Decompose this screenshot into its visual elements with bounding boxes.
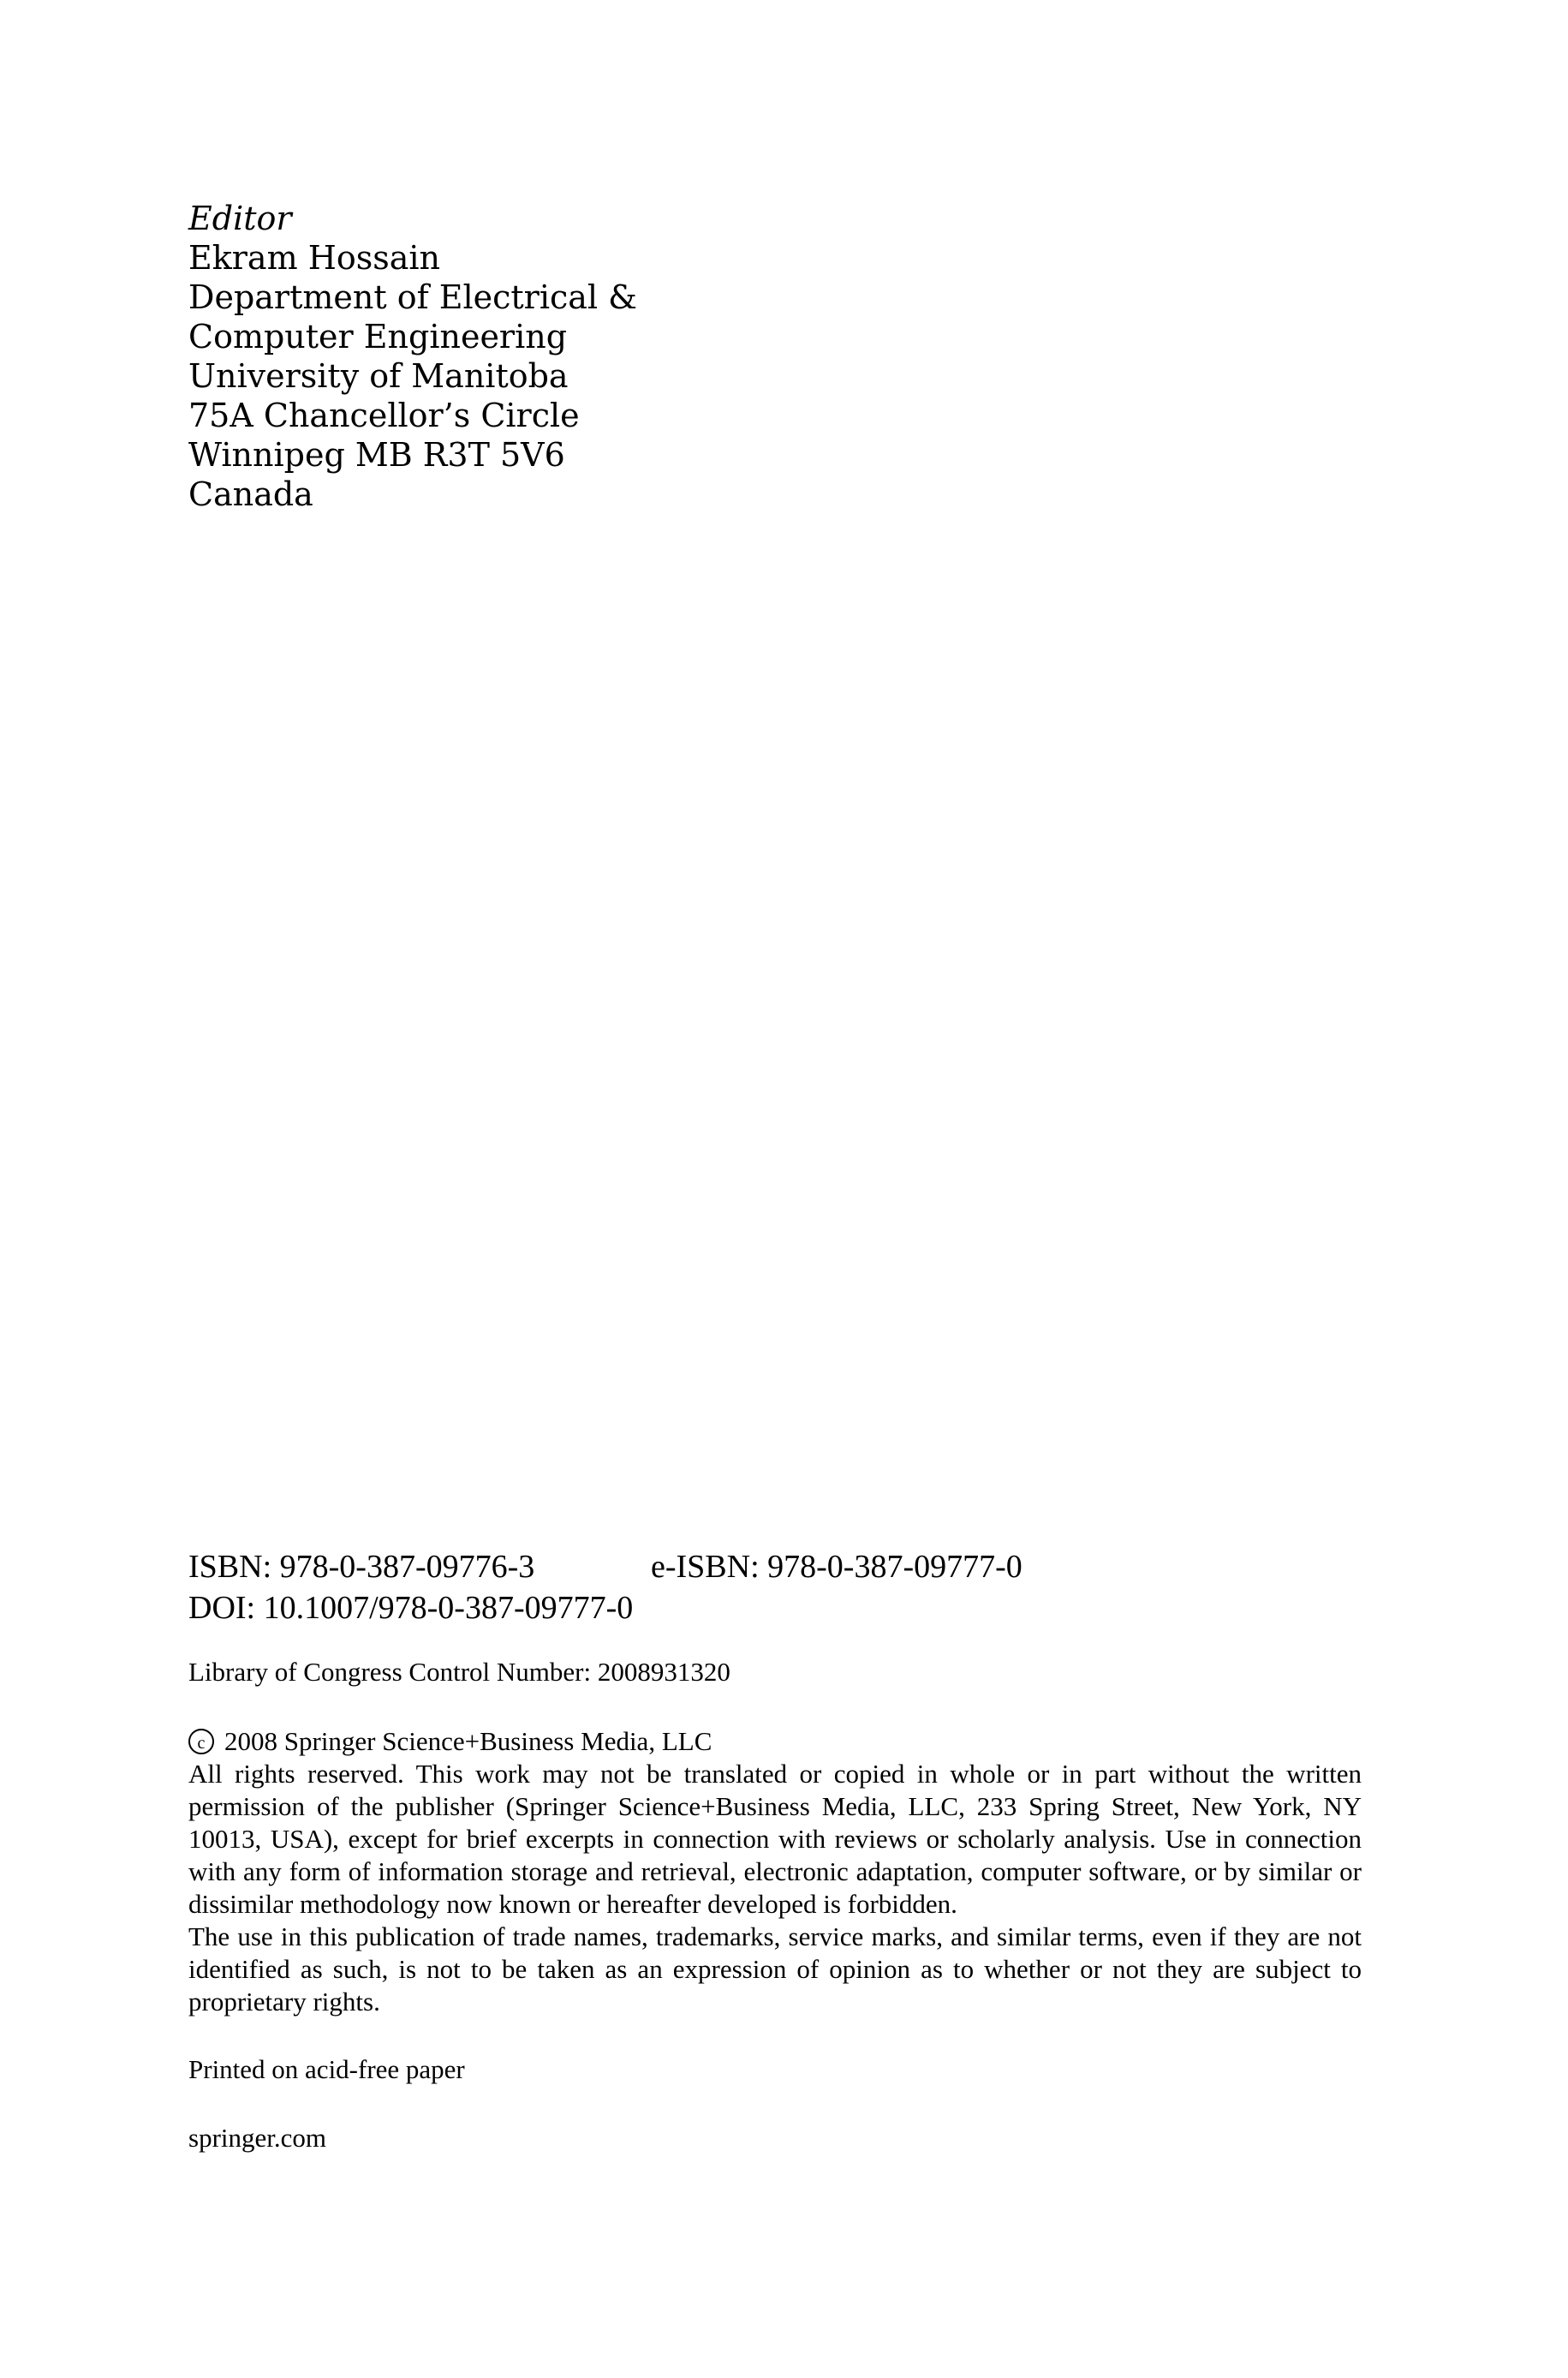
- copyright-holder: 2008 Springer Science+Business Media, LLC: [224, 1726, 712, 1756]
- copyright-symbol-icon: c: [188, 1729, 214, 1754]
- editor-address-line: Computer Engineering: [188, 318, 568, 356]
- editor-block: [188, 199, 959, 514]
- editor-address-line: 75A Chancellor’s Circle: [188, 397, 580, 434]
- editor-name: Ekram Hossain: [188, 239, 440, 277]
- editor-address-line: Winnipeg MB R3T 5V6: [188, 436, 565, 474]
- editor-address-line: University of Manitoba: [188, 357, 569, 395]
- trademark-statement: The use in this publication of trade names, trademarks, service marks, and similar terms, even if they are not identified as such, is not to be taken as an expression of opinion as to whether or not they are subject to proprietary rights.: [188, 1921, 1362, 2017]
- copyright-block: [188, 1725, 1362, 2018]
- rights-statement: All rights reserved. This work may not be translated or copied in whole or in part without the written permission of the publisher (Springer Science+Business Media, LLC, 233 Spring Street, New York, NY 10013, USA), except for brief excerpts in connection with reviews or scholarly analysis. Use in connection with any form of information storage and retrieval, electronic adaptation, computer software, or by similar or dissimilar methodology now known or hereafter developed is forbidden.: [188, 1759, 1362, 1919]
- e-isbn: e-ISBN: 978-0-387-09777-0: [651, 1549, 1022, 1585]
- editor-label: Editor: [188, 200, 292, 237]
- editor-address-line: Department of Electrical &: [188, 278, 637, 316]
- isbn: ISBN: 978-0-387-09776-3: [188, 1549, 535, 1585]
- publisher-website: springer.com: [188, 2123, 326, 2153]
- doi: DOI: 10.1007/978-0-387-09777-0: [188, 1590, 634, 1626]
- isbn-row: [188, 1546, 1362, 1587]
- copyright-line: [188, 1725, 1362, 1758]
- paper-note: Printed on acid-free paper: [188, 2054, 465, 2084]
- library-of-congress-number: Library of Congress Control Number: 2008931320: [188, 1657, 730, 1687]
- editor-address-line: Canada: [188, 475, 313, 513]
